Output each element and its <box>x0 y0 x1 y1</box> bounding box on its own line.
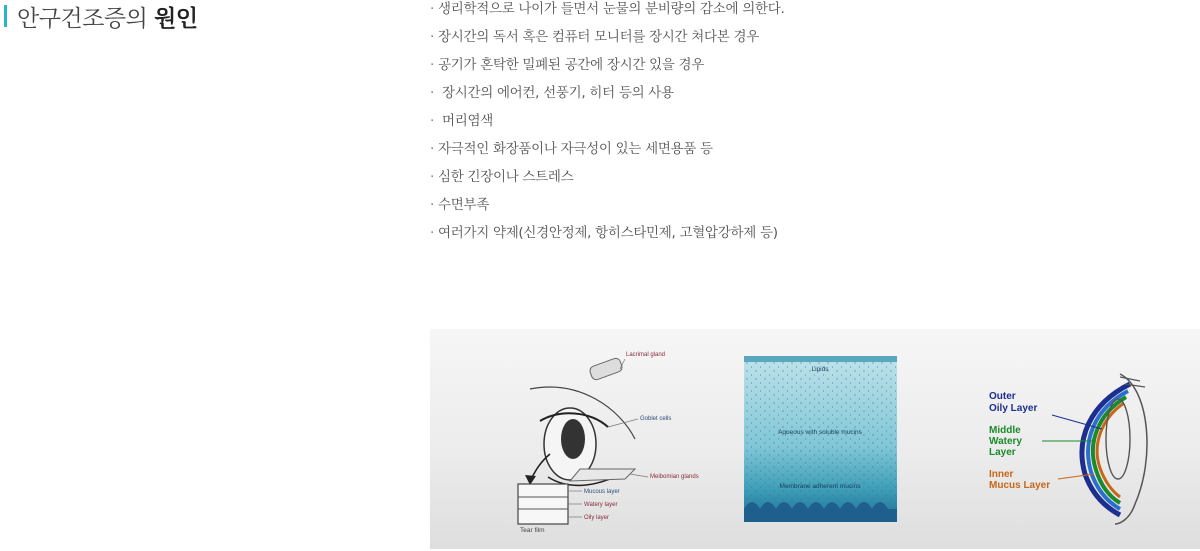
list-item <box>430 168 784 196</box>
label-aqueous: Aqueous with soluble mucins <box>778 429 862 436</box>
bullet: · <box>430 225 434 241</box>
page-title <box>17 0 198 33</box>
label-watery: Watery layer <box>584 502 618 508</box>
cause-text: 생리학적으로 나이가 들면서 눈물의 분비량의 감소에 의한다. <box>438 1 785 17</box>
eye-anatomy-panel <box>518 352 699 534</box>
list-item <box>430 140 784 168</box>
label-lacrimal: Lacrimal gland <box>626 352 666 358</box>
label-outer-2: Oily Layer <box>989 403 1038 414</box>
label-middle-2: Watery <box>989 436 1022 447</box>
section-heading <box>4 0 198 32</box>
label-middle-3: Layer <box>989 447 1016 458</box>
list-item <box>430 224 784 252</box>
label-tearfilm: Tear film <box>520 527 545 534</box>
tear-film-layers-panel <box>744 356 897 522</box>
list-item <box>430 0 784 28</box>
title-emphasis: 원인 <box>154 5 198 32</box>
list-item <box>430 28 784 56</box>
bullet: · <box>430 141 434 157</box>
label-goblet: Goblet cells <box>640 416 672 422</box>
lens-shape <box>1106 399 1130 479</box>
heading-accent-bar <box>4 5 7 27</box>
list-item <box>430 112 784 140</box>
label-lipids: Lipids <box>811 366 829 373</box>
bullet: · <box>430 1 434 17</box>
title-prefix: 안구건조증의 <box>17 5 155 32</box>
cause-text: 공기가 혼탁한 밀폐된 공간에 장시간 있을 경우 <box>438 57 705 73</box>
cause-text: 심한 긴장이나 스트레스 <box>438 169 574 185</box>
label-inner-1: Inner <box>989 469 1014 480</box>
iris-shape <box>561 419 585 459</box>
causes-list <box>430 0 784 252</box>
lid-cross-section <box>570 469 635 481</box>
label-inner-2: Mucus Layer <box>989 480 1051 491</box>
label-oily: Oily layer <box>584 515 610 521</box>
cause-text: 장시간의 독서 혹은 컴퓨터 모니터를 장시간 쳐다본 경우 <box>438 29 759 45</box>
bullet: · <box>430 85 434 101</box>
label-middle-1: Middle <box>989 425 1021 436</box>
bullet: · <box>430 113 434 129</box>
lacrimal-gland-shape <box>589 357 624 381</box>
tear-film-inset <box>518 484 568 524</box>
bullet: · <box>430 169 434 185</box>
bullet: · <box>430 29 434 45</box>
bullet: · <box>430 57 434 73</box>
lipid-layer <box>744 356 897 362</box>
cause-text: 장시간의 에어컨, 선풍기, 히터 등의 사용 <box>438 85 674 101</box>
leader-line <box>630 474 648 477</box>
label-mucous: Mucous layer <box>584 489 620 495</box>
cause-text: 수면부족 <box>438 197 489 213</box>
film-particles <box>744 356 897 522</box>
label-meibomian: Meibomian glands <box>650 474 699 480</box>
list-item <box>430 196 784 224</box>
cause-text: 여러가지 약제(신경안정제, 항히스타민제, 고혈압강하제 등) <box>438 225 778 241</box>
label-membrane: Membrane adherent mucins <box>779 483 861 490</box>
list-item <box>430 84 784 112</box>
cause-text: 머리염색 <box>438 113 493 129</box>
eye-layers-panel <box>989 374 1147 524</box>
cause-text: 자극적인 화장품이나 자극성이 있는 세면용품 등 <box>438 141 713 157</box>
tear-film-illustration <box>430 329 1200 549</box>
bullet: · <box>430 197 434 213</box>
illustration-canvas <box>430 329 1200 549</box>
list-item <box>430 56 784 84</box>
label-outer-1: Outer <box>989 391 1016 402</box>
